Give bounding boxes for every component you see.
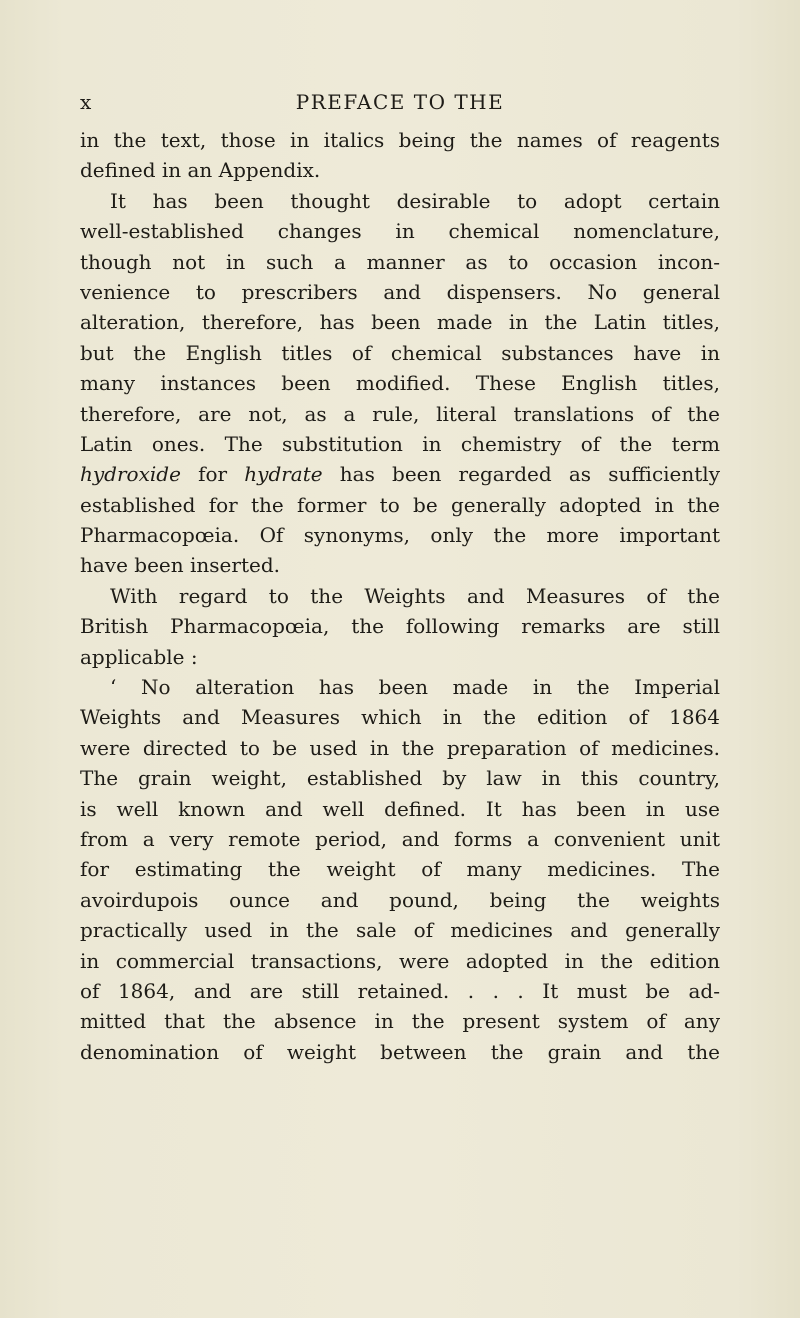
text-line: Latin ones. The substitution in chemistry of the term: [80, 431, 720, 456]
text-run: for: [180, 462, 245, 487]
running-head: PREFACE TO THE: [295, 90, 505, 114]
text-line: is well known and well defined. It has been in use: [80, 796, 720, 821]
text-run: has been regarded as sufficiently: [322, 462, 720, 487]
text-line: practically used in the sale of medicines and generally: [80, 918, 720, 943]
text-line: defined in an Appendix.: [80, 158, 321, 183]
text-line: Pharmacopœia. Of synonyms, only the more important: [80, 523, 720, 548]
text-line: denomination of weight between the grain and the: [80, 1039, 720, 1064]
text-line: therefore, are not, as a rule, literal translations of the: [80, 401, 720, 426]
text-line: With regard to the Weights and Measures of the: [110, 583, 720, 608]
text-line: of 1864, and are still retained. . . . It must be ad-: [80, 978, 720, 1003]
text-line: alteration, therefore, has been made in the Latin titles,: [80, 310, 720, 335]
text-line: in commercial transactions, were adopted in the edition: [80, 948, 720, 973]
text-line: ‘ No alteration has been made in the Imperial: [110, 675, 720, 700]
text-line: applicable :: [80, 644, 198, 669]
text-line: avoirdupois ounce and pound, being the weights: [80, 887, 720, 912]
text-line: [80, 459, 720, 489]
page-number: x: [80, 90, 93, 114]
text-line: though not in such a manner as to occasion incon-: [80, 249, 720, 274]
text-line: in the text, those in italics being the names of reagents: [80, 128, 720, 152]
italic-term: hydrate: [244, 462, 323, 487]
text-line: from a very remote period, and forms a convenient unit: [80, 826, 720, 851]
text-line: well-established changes in chemical nomenclature,: [80, 219, 720, 244]
text-line: but the English titles of chemical substances have in: [80, 340, 720, 365]
page-header: [80, 90, 720, 122]
text-line: for estimating the weight of many medicines. The: [80, 857, 720, 882]
text-line: were directed to be used in the preparation of medicines.: [80, 735, 720, 760]
text-line: It has been thought desirable to adopt certain: [110, 188, 720, 213]
text-line: have been inserted.: [80, 553, 280, 578]
text-line: The grain weight, established by law in this country,: [80, 766, 720, 791]
text-line: mitted that the absence in the present system of any: [80, 1009, 720, 1034]
text-line: established for the former to be generally adopted in the: [80, 492, 720, 517]
text-line: many instances been modified. These English titles,: [80, 371, 720, 396]
text-line: Weights and Measures which in the edition of 1864: [80, 705, 720, 730]
text-line: British Pharmacopœia, the following remarks are still: [80, 614, 720, 639]
italic-term: hydroxide: [80, 462, 181, 487]
text-line: venience to prescribers and dispensers. No general: [80, 279, 720, 304]
body-text: [80, 125, 720, 1067]
